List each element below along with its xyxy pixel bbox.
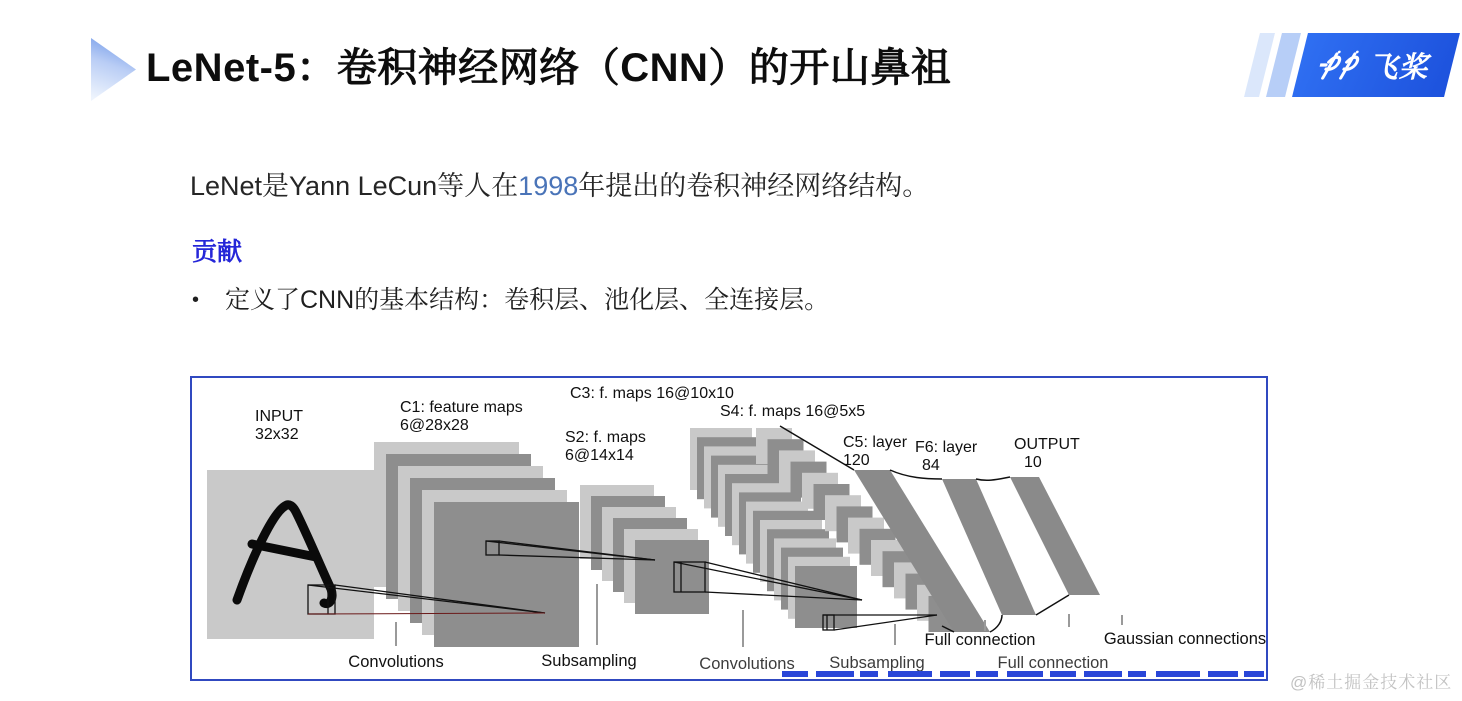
intro-pre: LeNet是Yann LeCun等人在 [190, 171, 519, 201]
label-c1-1: C1: feature maps [400, 399, 523, 416]
logo-plate [1292, 33, 1460, 97]
label-s2-2: 6@14x14 [565, 447, 634, 464]
label-c1-2: 6@28x28 [400, 417, 469, 434]
logo-brand-text: 飞桨 [1366, 51, 1435, 84]
c1-feature-maps [374, 442, 579, 647]
op-gaussian-connections: Gaussian connections [1103, 630, 1266, 648]
label-c5-1: C5: layer [843, 434, 908, 451]
watermark: @稀土掘金技术社区 [1290, 673, 1453, 692]
label-c3: C3: f. maps 16@10x10 [570, 385, 734, 402]
op-full-connection-1: Full connection [924, 631, 1036, 649]
label-s4: S4: f. maps 16@5x5 [720, 403, 866, 420]
paddle-monogram-icon [1317, 50, 1368, 80]
label-input-1: INPUT [255, 408, 303, 425]
op-convolutions-2: Convolutions [699, 655, 795, 673]
label-output-1: OUTPUT [1014, 436, 1080, 453]
intro-post: 年提出的卷积神经网络结构。 [578, 171, 930, 201]
bullet-item [192, 280, 829, 316]
label-c5-2: 120 [843, 452, 870, 469]
section-heading: 贡献 [192, 238, 243, 266]
op-subsampling-2: Subsampling [829, 654, 925, 672]
label-input-2: 32x32 [255, 426, 299, 443]
slide-title: LeNet-5：卷积神经网络（CNN）的开山鼻祖 [146, 46, 952, 90]
bullet-marker: • [192, 289, 200, 311]
op-convolutions-1: Convolutions [348, 653, 444, 671]
op-subsampling-1: Subsampling [541, 652, 637, 670]
label-f6-1: F6: layer [915, 439, 978, 456]
intro-year: 1998 [518, 171, 579, 201]
s2-feature-maps [580, 485, 709, 614]
lenet-architecture-figure [190, 376, 1268, 681]
bullet-text: 定义了CNN的基本结构：卷积层、池化层、全连接层。 [225, 286, 830, 314]
paddlepaddle-logo [1248, 33, 1462, 97]
title-chevron-icon [91, 38, 136, 101]
label-f6-2: 84 [922, 457, 940, 474]
label-s2-1: S2: f. maps [565, 429, 646, 446]
op-full-connection-2: Full connection [997, 654, 1109, 672]
lenet-architecture-svg [192, 378, 1266, 679]
label-output-2: 10 [1024, 454, 1042, 471]
intro-sentence [190, 164, 929, 203]
output-bar [1010, 477, 1100, 595]
